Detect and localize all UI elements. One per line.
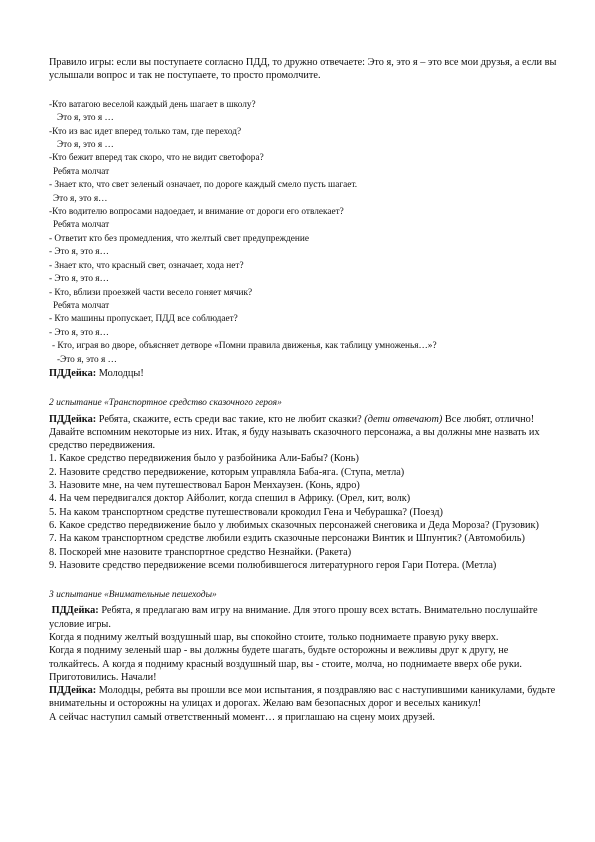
dialogue-line: Это я, это я … xyxy=(57,140,114,151)
dialogue-line: - Это я, это я… xyxy=(49,274,109,285)
dialogue-line: -Кто из вас идет вперед только там, где переход? xyxy=(49,126,242,137)
document-page xyxy=(49,56,561,724)
game-rule: Когда я подниму зеленый шар - вы должны будете шагать, будьте осторожны и вежливы друг к другу, не толкайтесь. А когда я подниму красный воздушный шар, вы - стоите, молча, но поднимаете вверх обе руки. Приготовились. Начали! xyxy=(49,645,522,683)
dialogue-line: Это я, это я … xyxy=(57,113,114,124)
dialogue-line: - Это я, это я… xyxy=(49,327,109,338)
dialogue-line: - Кто, играя во дворе, объясняет детворе «Помни правила движенья, как таблицу умноженья…»? xyxy=(52,341,437,352)
section-heading: 3 испытание «Внимательные пешеходы» xyxy=(49,590,217,601)
intro-text: Ребята, я предлагаю вам игру на внимание. Для этого прошу всех встать. Внимательно послушайте условие игры. xyxy=(49,605,538,630)
stage-direction: (дети отвечают) xyxy=(364,413,443,425)
dialogue-line: -Кто бежит вперед так скоро, что не видит светофора? xyxy=(49,153,264,164)
dialogue-line: - Кто, вблизи проезжей части весело гоняет мячик? xyxy=(49,287,253,298)
dialogue-line: - Это я, это я… xyxy=(49,247,109,258)
dialogue-line: Ребята молчат xyxy=(53,300,110,311)
dialogue-line: -Кто водителю вопросами надоедает, и внимание от дороги его отвлекает? xyxy=(49,207,344,218)
intro-text: Все любят, отлично! Давайте вспомним некоторые из них. Итак, я буду называть сказочного персонажа, а вы должны мне назвать их средство передвижения. xyxy=(49,413,540,452)
section-intro xyxy=(49,604,561,631)
question-item: 3. Назовите мне, на чем путешествовал Барон Менхаузен. (Конь, ядро) xyxy=(49,480,360,492)
closing-line-1 xyxy=(49,367,561,380)
question-item: 6. Какое средство передвижение было у любимых сказочных персонажей снеговика и Деда Мороза? (Грузовик) xyxy=(49,519,539,531)
closing-text: Молодцы! xyxy=(96,367,144,379)
question-item: 2. Назовите средство передвижение, которым управляла Баба-яга. (Ступа, метла) xyxy=(49,466,405,478)
question-item: 1. Какое средство передвижения было у разбойника Али-Бабы? (Конь) xyxy=(49,453,359,465)
dialogue-line: -Кто ватагою веселой каждый день шагает в школу? xyxy=(49,99,256,110)
dialogue-line: - Ответит кто без промедления, что желтый свет предупреждение xyxy=(49,233,309,244)
dialogue-line: - Знает кто, что свет зеленый означает, по дороге каждый смело пусть шагает. xyxy=(49,180,358,191)
final-line: А сейчас наступил самый ответственный момент… я приглашаю на сцену моих друзей. xyxy=(49,711,435,723)
question-item: 7. На каком транспортном средстве любили ездить сказочные персонажи Винтик и Шпунтик? (Автомобиль) xyxy=(49,533,525,545)
closing-text: Молодцы, ребята вы прошли все мои испытания, я поздравляю вас с наступившими каникулами, будьте внимательны и осторожны на улицах и дорогах. Желаю вам безопасных дорог и веселых каникул! xyxy=(49,685,556,710)
dialogue-line: Ребята молчат xyxy=(53,166,110,177)
section-2 xyxy=(49,397,561,572)
dialogue-line: - Кто машины пропускает, ПДД все соблюдает? xyxy=(49,314,238,325)
dialogue-line: Ребята молчат xyxy=(53,220,110,231)
game-dialogue xyxy=(49,99,561,367)
closing-paragraph xyxy=(49,684,561,711)
section-3 xyxy=(49,589,561,724)
speaker-label: ПДДейка: xyxy=(49,413,97,425)
speaker-label: ПДДейка: xyxy=(49,685,97,697)
dialogue-line: -Это я, это я … xyxy=(57,354,117,365)
dialogue-line: Это я, это я… xyxy=(53,193,108,204)
speaker-label: ПДДейка: xyxy=(51,605,99,617)
question-item: 5. На каком транспортном средстве путешествовали крокодил Гена и Чебурашка? (Поезд) xyxy=(49,506,443,518)
game-rules-paragraph: Правило игры: если вы поступаете согласно ПДД, то дружно отвечаете: Это я, это я – это все мои друзья, а если вы услышали вопрос и так не поступаете, то просто промолчите. xyxy=(49,57,557,82)
question-item: 9. Назовите средство передвижение всеми полюбившегося литературного героя Гари Потера. (Метла) xyxy=(49,559,497,571)
section-intro xyxy=(49,413,561,453)
section-heading: 2 испытание «Транспортное средство сказочного героя» xyxy=(49,398,282,409)
speaker-label: ПДДейка: xyxy=(49,367,97,379)
intro-text: Ребята, скажите, есть среди вас такие, кто не любит сказки? xyxy=(96,413,365,425)
dialogue-line: - Знает кто, что красный свет, означает, хода нет? xyxy=(49,260,244,271)
question-item: 4. На чем передвигался доктор Айболит, когда спешил в Африку. (Орел, кит, волк) xyxy=(49,493,411,505)
game-rule: Когда я подниму желтый воздушный шар, вы спокойно стоите, только поднимаете правую руку вверх. xyxy=(49,631,499,643)
question-item: 8. Поскорей мне назовите транспортное средство Незнайки. (Ракета) xyxy=(49,546,352,558)
